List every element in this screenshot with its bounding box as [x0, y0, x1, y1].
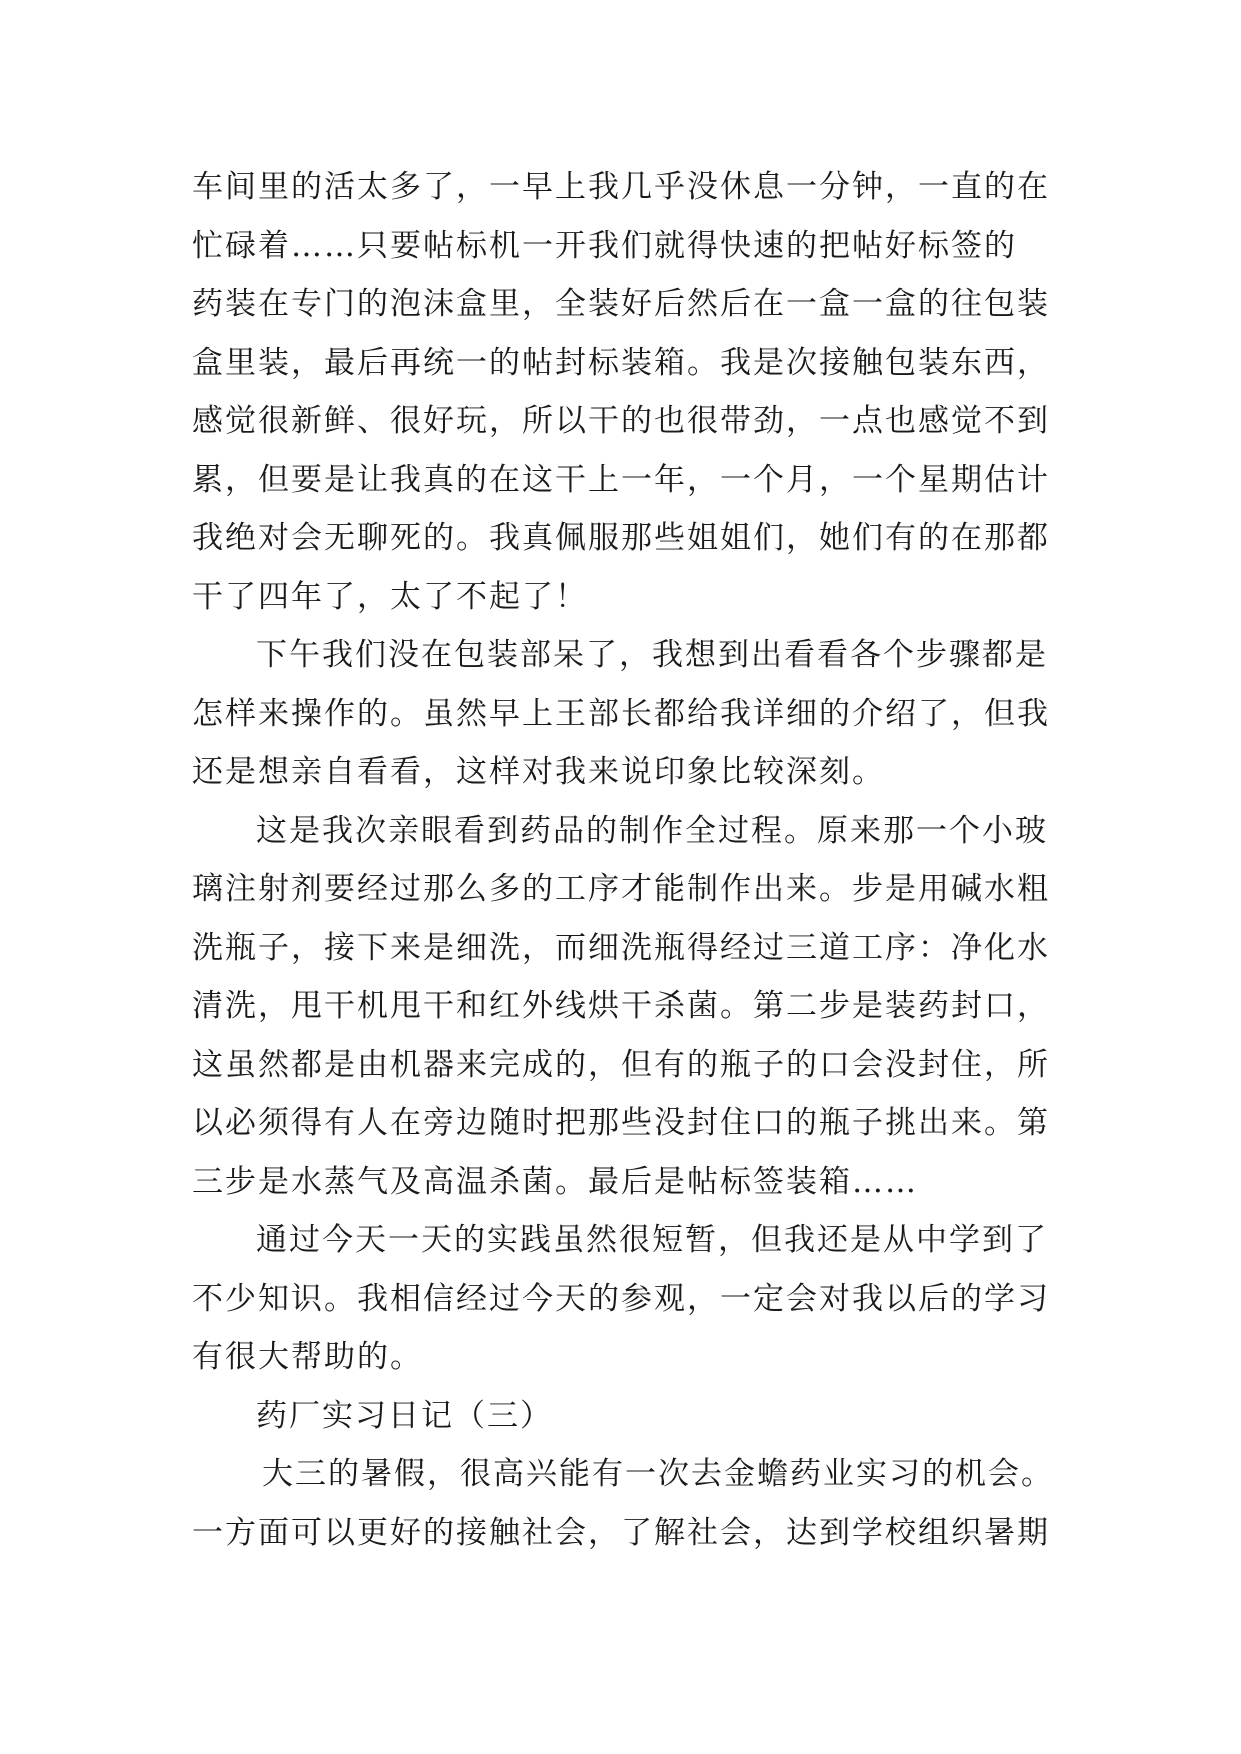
text-line: 药装在专门的泡沫盒里，全装好后然后在一盒一盒的往包装	[192, 286, 1050, 322]
text-line: 累，但要是让我真的在这干上一年，一个月，一个星期估计	[192, 461, 1050, 498]
text-line: 干了四年了，太了不起了！	[192, 578, 588, 615]
paragraph-first-line: 下午我们没在包装部呆了，我想到出看看各个步骤都是	[256, 637, 1048, 673]
document-body	[192, 158, 1052, 1562]
text-line: 洗瓶子，接下来是细洗，而细洗瓶得经过三道工序：净化水	[192, 929, 1050, 966]
paragraph-first-line: 这是我次亲眼看到药品的制作全过程。原来那一个小玻	[256, 812, 1048, 849]
text-line: 盒里装，最后再统一的帖封标装箱。我是次接触包装东西，	[192, 344, 1050, 381]
text-line: 我绝对会无聊死的。我真佩服那些姐姐们，她们有的在那都	[192, 520, 1050, 556]
paragraph-first-line: 通过今天一天的实践虽然很短暂，但我还是从中学到了	[256, 1222, 1048, 1258]
paragraph-first-line: 大三的暑假，很高兴能有一次去金蟾药业实习的机会。	[262, 1456, 1054, 1492]
text-line: 有很大帮助的。	[192, 1339, 423, 1375]
text-line: 不少知识。我相信经过今天的参观，一定会对我以后的学习	[192, 1280, 1050, 1317]
text-line: 一方面可以更好的接触社会，了解社会，达到学校组织暑期	[192, 1514, 1050, 1551]
text-line: 三步是水蒸气及高温杀菌。最后是帖标签装箱……	[192, 1163, 918, 1200]
text-line: 以必须得有人在旁边随时把那些没封住口的瓶子挑出来。第	[192, 1105, 1050, 1141]
text-line: 车间里的活太多了，一早上我几乎没休息一分钟，一直的在	[192, 169, 1050, 205]
text-line: 怎样来操作的。虽然早上王部长都给我详细的介绍了，但我	[192, 695, 1050, 732]
text-line: 还是想亲自看看，这样对我来说印象比较深刻。	[192, 754, 885, 790]
section-heading: 药厂实习日记（三）	[256, 1397, 553, 1434]
text-line: 感觉很新鲜、很好玩，所以干的也很带劲，一点也感觉不到	[192, 403, 1050, 439]
text-line: 这虽然都是由机器来完成的，但有的瓶子的口会没封住，所	[192, 1046, 1050, 1083]
text-line: 璃注射剂要经过那么多的工序才能制作出来。步是用碱水粗	[192, 871, 1050, 907]
text-line: 清洗，甩干机甩干和红外线烘干杀菌。第二步是装药封口，	[192, 988, 1050, 1024]
text-line: 忙碌着……只要帖标机一开我们就得快速的把帖好标签的	[192, 227, 1017, 264]
